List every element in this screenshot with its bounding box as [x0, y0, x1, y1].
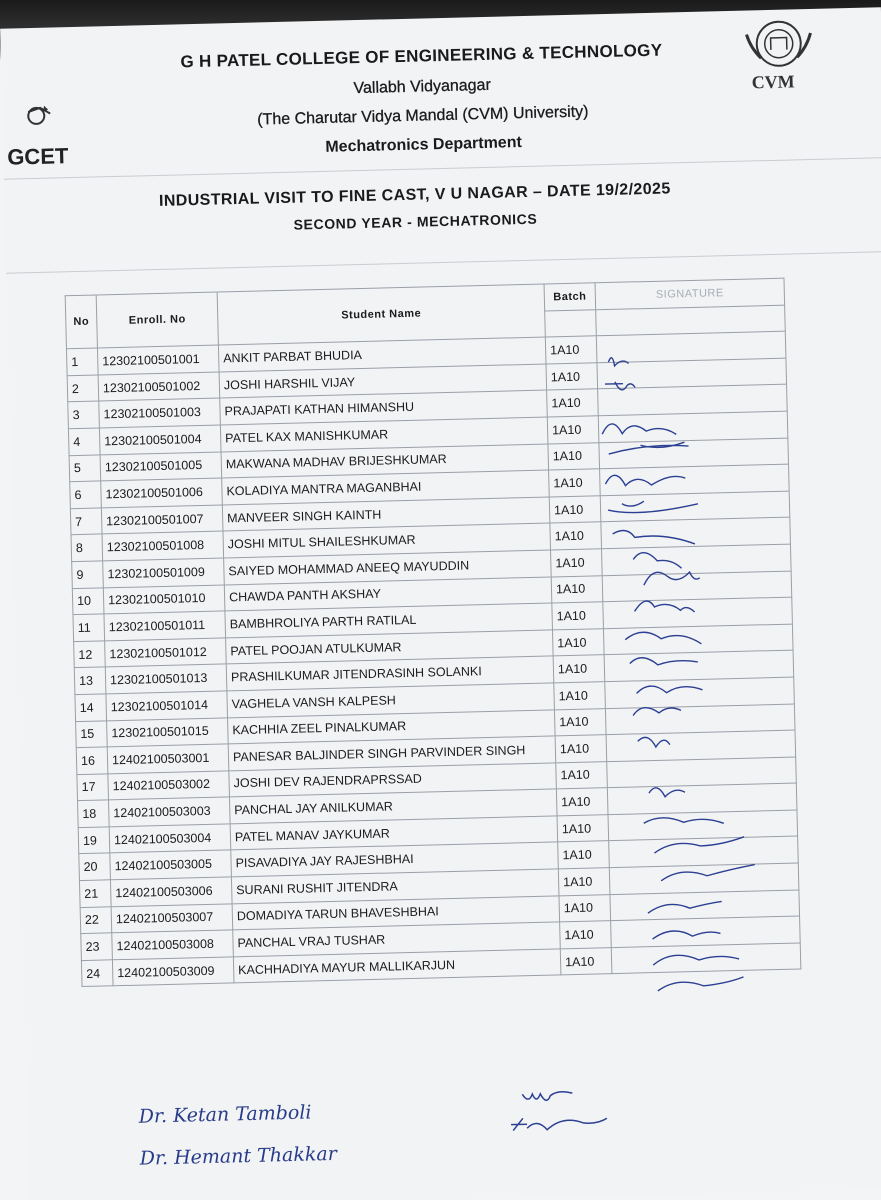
signature-17	[644, 816, 724, 825]
row-student-name: MAKWANA MADHAV BRIJESHKUMAR	[221, 444, 549, 479]
row-enroll-no: 12302100501011	[104, 611, 226, 641]
row-enroll-no: 12302100501007	[101, 505, 223, 535]
visit-title: INDUSTRIAL VISIT TO FINE CAST, V U NAGAR – DATE 19/2/2025	[158, 180, 671, 210]
row-enroll-no: 12402100503007	[111, 904, 233, 934]
batch-subheader-blank	[545, 309, 597, 337]
row-no: 11	[73, 614, 105, 641]
col-batch-header: Batch	[544, 283, 596, 311]
student-signatures	[598, 349, 814, 1014]
row-enroll-no: 12302100501006	[101, 478, 223, 508]
row-enroll-no: 12402100503006	[110, 877, 232, 907]
signature-5	[605, 474, 685, 486]
row-student-name: KACHHIA ZEEL PINALKUMAR	[228, 709, 556, 744]
row-student-name: SURANI RUSHIT JITENDRA	[231, 869, 559, 904]
row-student-name: PRASHILKUMAR JITENDRASINH SOLANKI	[226, 656, 554, 691]
row-enroll-no: 12402100503002	[108, 771, 230, 801]
row-student-name: MANVEER SINGH KAINTH	[222, 497, 550, 532]
row-no: 9	[72, 561, 104, 588]
row-enroll-no: 12402100503008	[112, 930, 234, 960]
row-batch: 1A10	[550, 522, 602, 550]
signature-6	[608, 500, 698, 513]
signature-11	[625, 631, 701, 646]
row-batch: 1A10	[556, 788, 608, 816]
signature-23	[658, 977, 744, 991]
row-batch: 1A10	[555, 735, 607, 763]
row-enroll-no: 12402100503001	[107, 744, 229, 774]
row-student-name: PRAJAPATI KATHAN HIMANSHU	[220, 390, 548, 425]
signature-8	[633, 552, 681, 570]
row-enroll-no: 12302100501003	[99, 398, 221, 428]
col-enroll-header: Enroll. No	[96, 292, 218, 348]
row-student-name: PISAVADIYA JAY RAJESHBHAI	[231, 842, 559, 877]
row-student-name: PANCHAL JAY ANILKUMAR	[229, 789, 557, 824]
row-no: 6	[70, 481, 102, 508]
svg-text:CVM: CVM	[751, 71, 795, 93]
row-no: 21	[79, 880, 111, 907]
row-batch: 1A10	[558, 868, 610, 896]
college-place: Vallabh Vidyanagar	[353, 76, 492, 98]
row-student-name: PATEL POOJAN ATULKUMAR	[226, 630, 554, 665]
row-batch: 1A10	[552, 602, 604, 630]
signature-3	[602, 422, 676, 436]
signature-13	[636, 685, 702, 694]
row-no: 13	[74, 667, 106, 694]
signature-4	[608, 442, 688, 454]
row-no: 15	[76, 720, 108, 747]
row-no: 17	[77, 774, 109, 801]
faculty-1-signature	[522, 1092, 572, 1101]
row-no: 10	[72, 587, 104, 614]
row-enroll-no: 12302100501005	[100, 452, 222, 482]
faculty-2-name: Dr. Hemant Thakkar	[139, 1142, 338, 1170]
signature-20	[648, 901, 722, 913]
signature-16	[649, 787, 685, 797]
col-no-header: No	[65, 295, 97, 349]
row-enroll-no: 12302100501009	[103, 558, 225, 588]
college-name: G H PATEL COLLEGE OF ENGINEERING & TECHNOLOGY	[180, 40, 663, 72]
row-student-name: BAMBHROLIYA PARTH RATILAL	[225, 603, 553, 638]
row-enroll-no: 12402100503009	[112, 957, 234, 987]
signature-9	[644, 571, 700, 585]
row-no: 1	[66, 348, 98, 375]
faculty-signatures	[506, 1071, 648, 1154]
faculty-1-name: Dr. Ketan Tamboli	[138, 1101, 312, 1128]
signature-21	[652, 930, 720, 939]
row-student-name: KACHHADIYA MAYUR MALLIKARJUN	[233, 949, 561, 984]
row-no: 5	[69, 455, 101, 482]
signature-18	[654, 837, 744, 853]
row-student-name: SAIYED MOHAMMAD ANEEQ MAYUDDIN	[224, 550, 552, 585]
row-enroll-no: 12302100501015	[107, 717, 229, 747]
row-batch: 1A10	[559, 894, 611, 922]
row-enroll-no: 12302100501014	[106, 691, 228, 721]
row-enroll-no: 12302100501013	[105, 664, 227, 694]
signature-19	[661, 865, 755, 881]
row-enroll-no: 12302100501010	[103, 584, 225, 614]
row-student-name: KOLADIYA MANTRA MAGANBHAI	[222, 470, 550, 505]
signature-7	[613, 529, 695, 546]
row-student-name: ANKIT PARBAT BHUDIA	[218, 337, 546, 372]
row-student-name: PATEL MANAV JAYKUMAR	[230, 816, 558, 851]
row-no: 20	[79, 853, 111, 880]
signature-22	[653, 954, 739, 965]
signature-15	[638, 737, 670, 748]
department-name: Mechatronics Department	[325, 134, 523, 156]
university-name: (The Charutar Vidya Mandal (CVM) University)	[257, 103, 589, 129]
row-batch: 1A10	[558, 841, 610, 869]
row-enroll-no: 12402100503003	[109, 797, 231, 827]
row-batch: 1A10	[553, 655, 605, 683]
row-student-name: DOMADIYA TARUN BHAVESHBHAI	[232, 896, 560, 931]
row-no: 8	[71, 534, 103, 561]
row-batch: 1A10	[548, 442, 600, 470]
row-student-name: CHAWDA PANTH AKSHAY	[224, 576, 552, 611]
row-no: 24	[81, 960, 113, 987]
document-sheet	[0, 7, 881, 1200]
row-student-name: VAGHELA VANSH KALPESH	[227, 683, 555, 718]
row-no: 3	[68, 401, 100, 428]
row-batch: 1A10	[556, 761, 608, 789]
row-enroll-no: 12302100501001	[97, 345, 219, 375]
row-batch: 1A10	[549, 469, 601, 497]
row-no: 18	[78, 800, 110, 827]
row-batch: 1A10	[547, 389, 599, 417]
row-no: 12	[74, 641, 106, 668]
signature-10	[634, 600, 694, 614]
title-divider	[6, 251, 881, 274]
gcet-logo-text: GCET	[6, 143, 69, 170]
signature-2	[605, 381, 635, 390]
row-enroll-no: 12302100501004	[99, 425, 221, 455]
row-batch: 1A10	[554, 682, 606, 710]
row-enroll-no: 12302100501012	[105, 638, 227, 668]
year-subtitle: SECOND YEAR - MECHATRONICS	[293, 210, 538, 233]
row-batch: 1A10	[551, 575, 603, 603]
faculty-2-signature	[511, 1116, 607, 1130]
row-batch: 1A10	[560, 947, 612, 975]
signature-1	[608, 357, 628, 366]
row-no: 7	[70, 508, 102, 535]
col-name-header: Student Name	[217, 284, 545, 345]
row-batch: 1A10	[557, 815, 609, 843]
row-batch: 1A10	[546, 363, 598, 391]
row-no: 22	[80, 906, 112, 933]
row-no: 4	[68, 428, 100, 455]
row-batch: 1A10	[560, 921, 612, 949]
signature-14	[633, 707, 681, 716]
row-enroll-no: 12302100501008	[102, 531, 224, 561]
row-batch: 1A10	[551, 549, 603, 577]
row-no: 16	[76, 747, 108, 774]
row-student-name: JOSHI HARSHIL VIJAY	[219, 364, 547, 399]
row-no: 23	[81, 933, 113, 960]
row-no: 14	[75, 694, 107, 721]
row-enroll-no: 12402100503005	[110, 850, 232, 880]
row-enroll-no: 12402100503004	[109, 824, 231, 854]
row-batch: 1A10	[549, 495, 601, 523]
row-enroll-no: 12302100501002	[98, 372, 220, 402]
row-student-name: PATEL KAX MANISHKUMAR	[220, 417, 548, 452]
row-student-name: PANESAR BALJINDER SINGH PARVINDER SINGH	[228, 736, 556, 771]
row-no: 19	[78, 827, 110, 854]
row-batch: 1A10	[552, 628, 604, 656]
row-student-name: PANCHAL VRAJ TUSHAR	[233, 922, 561, 957]
row-student-name: JOSHI MITUL SHAILESHKUMAR	[223, 523, 551, 558]
row-no: 2	[67, 375, 99, 402]
col-signature-header: SIGNATURE	[595, 278, 785, 309]
row-student-name: JOSHI DEV RAJENDRAPRSSAD	[229, 763, 557, 798]
row-batch: 1A10	[554, 708, 606, 736]
row-batch: 1A10	[547, 416, 599, 444]
signature-12	[630, 656, 698, 665]
row-batch: 1A10	[545, 336, 597, 364]
